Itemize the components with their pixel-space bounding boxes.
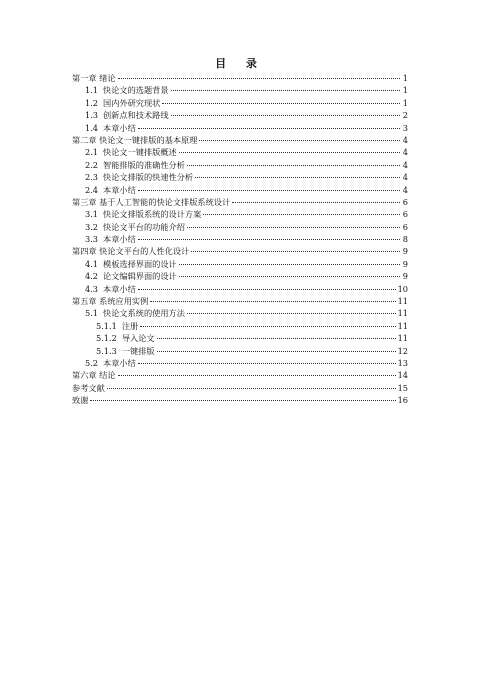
toc-entry-label: 智能排版的准确性分析 <box>103 159 185 170</box>
toc-entry-page: 11 <box>397 308 408 319</box>
toc-entry-label: 快论文的选题背景 <box>103 85 169 96</box>
toc-entry-page: 4 <box>402 134 408 145</box>
toc-leader-dots <box>118 368 396 376</box>
toc-leader-dots <box>107 381 396 389</box>
toc-entry-label: 第三章 基于人工智能的快论文排版系统设计 <box>72 196 231 207</box>
toc-entry-label: 第五章 系统应用实例 <box>72 296 149 307</box>
toc-entry-number: 3.1 <box>85 209 99 220</box>
toc-entry-label: 致谢 <box>72 395 89 406</box>
toc-entry-label: 本章小结 <box>103 184 136 195</box>
toc-entry-page: 6 <box>402 221 408 232</box>
toc-leader-dots <box>157 331 396 339</box>
toc-entry-number: 2.1 <box>85 147 99 158</box>
toc-entry-number: 1.3 <box>85 110 99 121</box>
toc-entry-page: 9 <box>402 271 408 282</box>
toc-leader-dots <box>90 393 395 401</box>
toc-leader-dots <box>118 71 400 79</box>
toc-entry-page: 1 <box>402 85 408 96</box>
toc-entry-label: 注册 <box>121 320 139 331</box>
toc-entry-page: 8 <box>402 234 408 245</box>
toc-leader-dots <box>138 232 400 240</box>
toc-leader-dots <box>187 158 400 166</box>
toc-entry[interactable] <box>72 394 408 406</box>
toc-entry-page: 1 <box>402 97 408 108</box>
toc-leader-dots <box>138 121 400 129</box>
toc-entry-number: 4.2 <box>85 271 99 282</box>
toc-entry-page: 1 <box>402 73 408 83</box>
toc-leader-dots <box>199 133 400 141</box>
toc-entry-number: 5.1 <box>85 308 99 319</box>
toc-entry-page: 6 <box>402 209 408 220</box>
toc-entry-label: 导入论文 <box>121 333 155 344</box>
toc-entry-page: 3 <box>402 122 408 133</box>
toc-leader-dots <box>150 294 395 302</box>
toc-entry-label: 第六章 结论 <box>72 370 116 381</box>
toc-entry-label: 第四章 快论文平台的人性化设计 <box>72 246 190 257</box>
toc-entry-label: 快论文排版系统的设计方案 <box>103 209 202 220</box>
toc-leader-dots <box>179 145 400 153</box>
toc-entry-label: 本章小结 <box>103 122 136 133</box>
toc-entry-page: 4 <box>402 172 408 183</box>
toc-entry-page: 4 <box>402 147 408 158</box>
table-of-contents <box>72 72 408 407</box>
toc-leader-dots <box>203 207 400 215</box>
toc-entry-page: 13 <box>397 357 408 368</box>
toc-entry-page: 9 <box>402 246 408 257</box>
toc-entry-number: 5.2 <box>85 357 99 368</box>
toc-entry-page: 10 <box>397 283 408 294</box>
toc-entry-label: 第一章 绪论 <box>72 73 116 83</box>
toc-entry-label: 快论文平台的功能介绍 <box>103 221 185 232</box>
toc-entry-label: 国内外研究现状 <box>103 97 161 108</box>
toc-entry-label: 一键排版 <box>121 345 155 356</box>
toc-entry-number: 1.1 <box>85 85 99 96</box>
toc-entry-label: 本章小结 <box>103 357 136 368</box>
toc-entry-page: 11 <box>397 296 408 307</box>
toc-entry-page: 6 <box>402 196 408 207</box>
toc-entry-page: 15 <box>397 382 408 393</box>
toc-entry-label: 本章小结 <box>103 283 136 294</box>
toc-leader-dots <box>171 83 400 91</box>
toc-entry-number: 2.3 <box>85 172 99 183</box>
toc-title: 目 录 <box>215 57 265 70</box>
toc-entry-label: 创新点和技术路线 <box>103 110 169 121</box>
toc-entry-number: 5.1.3 <box>96 345 117 356</box>
toc-leader-dots <box>179 269 400 277</box>
toc-leader-dots <box>171 108 400 116</box>
toc-entry-number: 5.1.1 <box>96 320 117 331</box>
toc-entry-number: 2.4 <box>85 184 99 195</box>
toc-entry-number: 4.3 <box>85 283 99 294</box>
toc-leader-dots <box>187 220 400 228</box>
toc-leader-dots <box>140 319 395 327</box>
toc-leader-dots <box>191 244 400 252</box>
toc-entry-page: 2 <box>402 110 408 121</box>
toc-leader-dots <box>232 195 400 203</box>
toc-entry-page: 16 <box>397 395 408 406</box>
toc-entry-label: 第二章 快论文一键排版的基本原理 <box>72 134 198 145</box>
toc-entry-page: 12 <box>397 345 408 356</box>
toc-entry-page: 14 <box>397 370 408 381</box>
toc-leader-dots <box>187 306 396 314</box>
toc-leader-dots <box>138 183 400 191</box>
toc-entry-number: 1.4 <box>85 122 99 133</box>
toc-entry-page: 11 <box>397 320 408 331</box>
toc-leader-dots <box>179 257 400 265</box>
toc-entry-number: 1.2 <box>85 97 99 108</box>
toc-leader-dots <box>195 170 400 178</box>
toc-entry-label: 论文编辑界面的设计 <box>103 271 177 282</box>
toc-entry-number: 5.1.2 <box>96 333 117 344</box>
toc-entry-label: 参考文献 <box>72 382 105 393</box>
toc-entry-label: 快论文一键排版概述 <box>103 147 177 158</box>
toc-entry-number: 2.2 <box>85 159 99 170</box>
toc-entry-number: 3.3 <box>85 234 99 245</box>
toc-entry-number: 3.2 <box>85 221 99 232</box>
toc-entry-number: 4.1 <box>85 258 99 269</box>
toc-leader-dots <box>162 96 400 104</box>
toc-entry-page: 9 <box>402 258 408 269</box>
toc-leader-dots <box>138 282 396 290</box>
toc-entry-page: 4 <box>402 159 408 170</box>
toc-entry-label: 快论文排版的快速性分析 <box>103 172 194 183</box>
toc-entry-page: 4 <box>402 184 408 195</box>
toc-leader-dots <box>138 356 396 364</box>
toc-entry-label: 模板选择界面的设计 <box>103 258 177 269</box>
toc-leader-dots <box>157 344 396 352</box>
toc-entry-label: 快论文系统的使用方法 <box>103 308 185 319</box>
toc-entry-page: 11 <box>397 333 408 344</box>
toc-entry-label: 本章小结 <box>103 234 136 245</box>
